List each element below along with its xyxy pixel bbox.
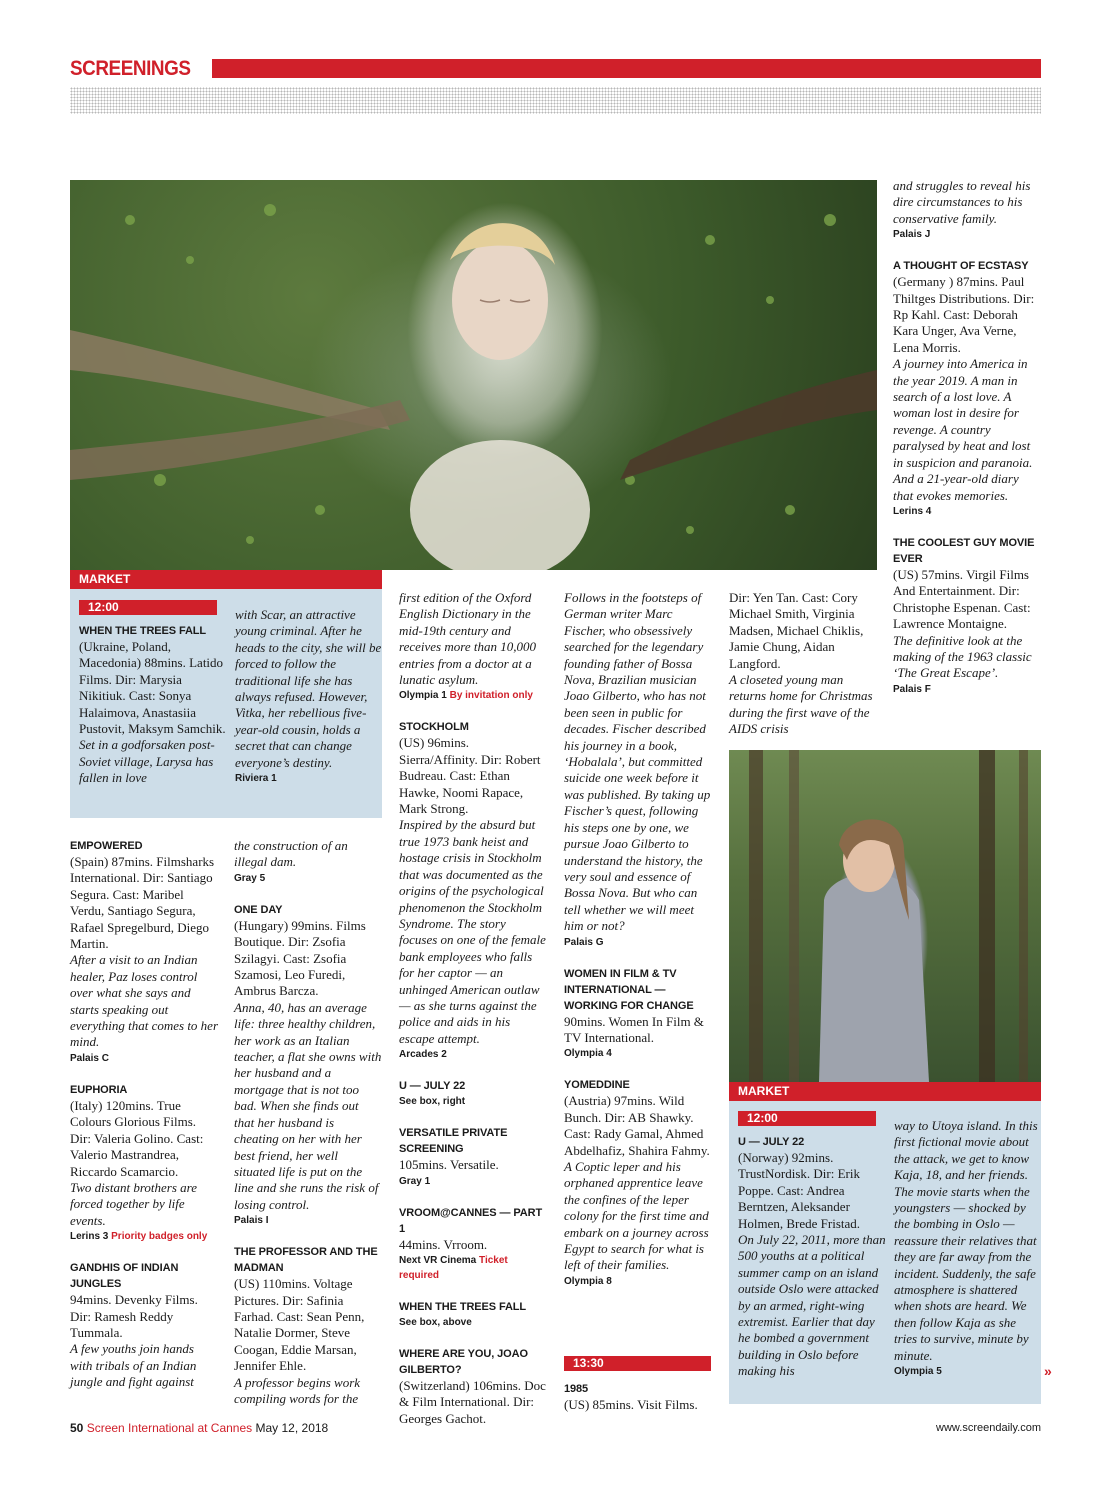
film-title: STOCKHOLM bbox=[399, 721, 469, 734]
film-synopsis: The definitive look at the making of the 1963 classic ‘The Great Escape’. bbox=[893, 632, 1032, 681]
col6-box bbox=[894, 1118, 1042, 1379]
access-note: By invitation only bbox=[449, 690, 533, 702]
film-synopsis: A few youths join hands with tribals of an Indian jungle and fight against bbox=[70, 1341, 197, 1390]
col2-top bbox=[235, 607, 383, 786]
film-synopsis-cont: way to Utoya island. In this first fictional movie about the attack, we get to know Kaja, 18, and her friends. The movie starts when the youngsters — shocked by the bombing in Oslo — reassure their relatives that they are far away from the incident. Suddenly, the safe atmosphere is shattered when shots are heard. We then follow Kaja as she tries to survive, minute by minute. bbox=[894, 1118, 1038, 1363]
film-still-photo bbox=[729, 750, 1041, 1082]
film-synopsis: Two distant brothers are forced together by life events. bbox=[70, 1179, 198, 1228]
film-synopsis: After a visit to an Indian healer, Paz loses control over what she says and starts speaking out everything that comes to her mind. bbox=[70, 952, 219, 1050]
film-title: VROOM@CANNES — PART 1 bbox=[399, 1206, 543, 1235]
film-venue: Lerins 4 bbox=[893, 505, 932, 517]
film-title: ONE DAY bbox=[234, 903, 283, 916]
film-details: (Spain) 87mins. Filmsharks International. Dir: Santiago Segura. Cast: Maribel Verdu, Santiago Segura, Rafael Spregelburd, Diego Martin. bbox=[70, 854, 215, 952]
film-title: A THOUGHT OF ECSTASY bbox=[893, 260, 1029, 273]
col5-box bbox=[738, 1134, 886, 1380]
film-title: U — JULY 22 bbox=[738, 1136, 805, 1148]
film-synopsis-cont: and struggles to reveal his dire circumstances to his conservative family. bbox=[893, 178, 1031, 226]
film-venue-line bbox=[399, 1253, 547, 1283]
page-number: 50 bbox=[70, 1421, 84, 1435]
film-details: (US) 96mins. Sierra/Affinity. Dir: Robert Budreau. Cast: Ethan Hawke, Noomi Rapace, Mark Strong. bbox=[399, 735, 541, 817]
film-title: GANDHIS OF INDIAN JUNGLES bbox=[70, 1262, 179, 1291]
film-details: 105mins. Versatile. bbox=[399, 1157, 499, 1173]
film-synopsis: A closeted young man returns home for Christmas during the first wave of the AIDS crisis bbox=[729, 672, 873, 737]
col5 bbox=[729, 590, 879, 738]
film-title: 1985 bbox=[564, 1383, 589, 1395]
film-title: YOMEDDINE bbox=[564, 1079, 630, 1092]
film-details: 90mins. Women In Film & TV International. bbox=[564, 1013, 704, 1045]
film-venue: Riviera 1 bbox=[235, 773, 277, 785]
market-label-2: MARKET bbox=[729, 1082, 1041, 1101]
film-title: WHEN THE TREES FALL bbox=[79, 625, 207, 637]
film-venue: See box, above bbox=[399, 1316, 472, 1328]
film-venue: Palais F bbox=[893, 683, 931, 695]
film-title: WHERE ARE YOU, JOAO GILBERTO? bbox=[399, 1347, 528, 1376]
film-synopsis-cont: first edition of the Oxford English Dictionary in the mid-19th century and receives more than 10,000 entries from a doctor at a lunatic asylum. bbox=[399, 590, 536, 688]
footer-left bbox=[70, 1421, 328, 1435]
film-venue: Arcades 2 bbox=[399, 1049, 447, 1061]
film-synopsis: Follows in the footsteps of German writer Marc Fischer, who obsessively searched for the legendary founding father of Bossa Nova, Brazilian musician Joao Gilberto, who has not been seen in public for decades. Fischer described his journey in a book, ‘Hobalala’, but committed suicide one week before it was published. By taking up Fischer’s quest, following his steps one by one, we pursue Joao Gilberto to understand the history, the very soul and essence of Bossa Nova. But who can tell whether we will meet him or not? bbox=[564, 590, 711, 934]
film-details: (US) 57mins. Virgil Films And Entertainment. Dir: Christophe Espenan. Cast: Lawrence Montaigne. bbox=[893, 566, 1031, 632]
film-title: WOMEN IN FILM & TV INTERNATIONAL — WORKING FOR CHANGE bbox=[564, 967, 694, 1012]
col6 bbox=[893, 178, 1041, 697]
hero-photo bbox=[70, 180, 877, 570]
continue-mark: » bbox=[1044, 1363, 1052, 1379]
film-details: (Norway) 92mins. TrustNordisk. Dir: Erik Poppe. Cast: Andrea Berntzen, Aleksander Holmen, Brede Fristad. bbox=[738, 1150, 861, 1231]
film-details: (Italy) 120mins. True Colours Glorious Films. Dir: Valeria Golino. Cast: Valerio Mastrandrea, Riccardo Scamarcio. bbox=[70, 1097, 204, 1179]
film-synopsis: A journey into America in the year 2019. A man in search of a lost love. A woman lost in desire for revenge. A country paralysed by heat and lost in suspicion and paranoia. And a 21-year-old diary that evokes memories. bbox=[893, 356, 1033, 503]
film-venue: Gray 1 bbox=[399, 1175, 431, 1187]
film-venue: Olympia 8 bbox=[564, 1275, 612, 1287]
film-title: U — JULY 22 bbox=[399, 1080, 466, 1093]
film-details: 44mins. Vrroom. bbox=[399, 1236, 488, 1252]
col3 bbox=[399, 590, 547, 1427]
film-venue: Next VR Cinema bbox=[399, 1254, 477, 1266]
film-venue: Olympia 5 bbox=[894, 1366, 942, 1378]
film-venue: See box, right bbox=[399, 1096, 466, 1108]
time-1330: 13:30 bbox=[564, 1356, 711, 1371]
issue-date: May 12, 2018 bbox=[255, 1421, 329, 1435]
film-details: (Hungary) 99mins. Films Boutique. Dir: Zsofia Szilagyi. Cast: Zsofia Szamosi, Leo Furedi, Ambrus Barcza. bbox=[234, 917, 366, 999]
film-details: (Switzerland) 106mins. Doc & Film International. Dir: Georges Gachot. bbox=[399, 1377, 546, 1426]
film-synopsis-cont: the construction of an illegal dam. bbox=[234, 838, 348, 870]
film-still-art bbox=[729, 750, 1041, 1082]
film-venue-line bbox=[399, 688, 547, 703]
film-details: 94mins. Devenky Films. Dir: Ramesh Reddy Tummala. bbox=[70, 1292, 198, 1340]
access-note: Priority badges only bbox=[111, 1231, 208, 1243]
film-synopsis: On July 22, 2011, more than 500 youths at a political summer camp on an island outside Oslo were attacked by an armed, right-wing extremist. Earlier that day he bombed a government building in Oslo before making his bbox=[738, 1232, 886, 1379]
film-venue: Olympia 4 bbox=[564, 1048, 612, 1060]
film-synopsis: Set in a godforsaken post-Soviet village, Larysa has fallen in love bbox=[79, 737, 215, 786]
film-details: (Austria) 97mins. Wild Bunch. Dir: AB Shawky. Cast: Rady Gamal, Ahmed Abdelhafiz, Shahira Fahmy. bbox=[564, 1093, 710, 1158]
film-title: THE PROFESSOR AND THE MADMAN bbox=[234, 1246, 378, 1275]
market-time-1: 12:00 bbox=[79, 600, 217, 615]
film-details: (US) 110mins. Voltage Pictures. Dir: Safinia Farhad. Cast: Sean Penn, Natalie Dormer, Steve Coogan, Eddie Marsan, Jennifer Ehle. bbox=[234, 1276, 365, 1374]
film-title: EMPOWERED bbox=[70, 840, 143, 852]
film-venue: Gray 5 bbox=[234, 872, 266, 884]
film-venue: Palais J bbox=[893, 229, 931, 241]
film-details-cont: Dir: Yen Tan. Cast: Cory Michael Smith, Virginia Madsen, Michael Chiklis, Jamie Chung, Aidan Langford. bbox=[729, 590, 864, 671]
col4-bottom bbox=[564, 1381, 712, 1413]
film-title: VERSATILE PRIVATE SCREENING bbox=[399, 1127, 508, 1156]
col2-bottom bbox=[234, 838, 382, 1407]
film-synopsis: Inspired by the absurd but true 1973 bank heist and hostage crisis in Stockholm that was documented as the origins of the psychological phenomenon the Stockholm Syndrome. The story focuses on one of the female bank employees who falls for her captor — an unhinged American outlaw — as she turns against the police and aids in his escape attempt. bbox=[399, 817, 546, 1046]
dotted-rule bbox=[70, 87, 1041, 114]
market-time-2: 12:00 bbox=[738, 1111, 876, 1126]
film-synopsis: A Coptic leper and his orphaned apprentice leave the confines of the leper colony for the first time and embark on a journey across Egypt to search for what is left of their families. bbox=[564, 1158, 709, 1273]
publication-name: Screen International at Cannes bbox=[86, 1421, 253, 1435]
col1-bottom bbox=[70, 838, 218, 1391]
film-venue: Lerins 3 bbox=[70, 1231, 109, 1243]
film-venue: Olympia 1 bbox=[399, 690, 447, 702]
film-title: WHEN THE TREES FALL bbox=[399, 1300, 527, 1313]
film-title: THE COOLEST GUY MOVIE EVER bbox=[893, 536, 1035, 565]
film-synopsis: Anna, 40, has an average life: three healthy children, her work as an Italian teacher, a flat she owns with her husband and a mortgage that is not too bad. When she finds out that her husband is cheating on her with her best friend, her well situated life is put on the line and she runs the risk of losing control. bbox=[234, 999, 382, 1212]
film-details: (Ukraine, Poland, Macedonia) 88mins. Latido Films. Dir: Marysia Nikitiuk. Cast: Sonya Halaimova, Anastasiia Pustovit, Maksym Samchik. bbox=[79, 639, 226, 737]
film-synopsis: A professor begins work compiling words for the bbox=[234, 1374, 361, 1406]
film-venue: Palais G bbox=[564, 936, 604, 948]
film-details: (US) 85mins. Visit Films. bbox=[564, 1397, 698, 1412]
film-synopsis-cont: with Scar, an attractive young criminal. After he heads to the city, she will be forced to follow the traditional life she has always refused. However, Vitka, her rebellious five-year-old cousin, holds a secret that can change everyone’s destiny. bbox=[235, 607, 382, 770]
film-venue: Palais C bbox=[70, 1052, 109, 1064]
col4 bbox=[564, 590, 712, 1289]
film-title: EUPHORIA bbox=[70, 1083, 128, 1096]
film-venue-line bbox=[70, 1229, 218, 1244]
hero-photo-art bbox=[70, 180, 877, 570]
section-title-bar bbox=[212, 59, 1041, 78]
footer-url: www.screendaily.com bbox=[936, 1422, 1041, 1434]
access-note: Ticket required bbox=[399, 1254, 508, 1281]
market-label-1: MARKET bbox=[70, 570, 382, 589]
film-venue: Palais I bbox=[234, 1215, 269, 1227]
film-details: (Germany ) 87mins. Paul Thiltges Distributions. Dir: Rp Kahl. Cast: Deborah Kara Unger, Ava Verne, Lena Morris. bbox=[893, 274, 1035, 355]
section-title: SCREENINGS bbox=[70, 57, 191, 80]
col1-top bbox=[79, 623, 227, 787]
